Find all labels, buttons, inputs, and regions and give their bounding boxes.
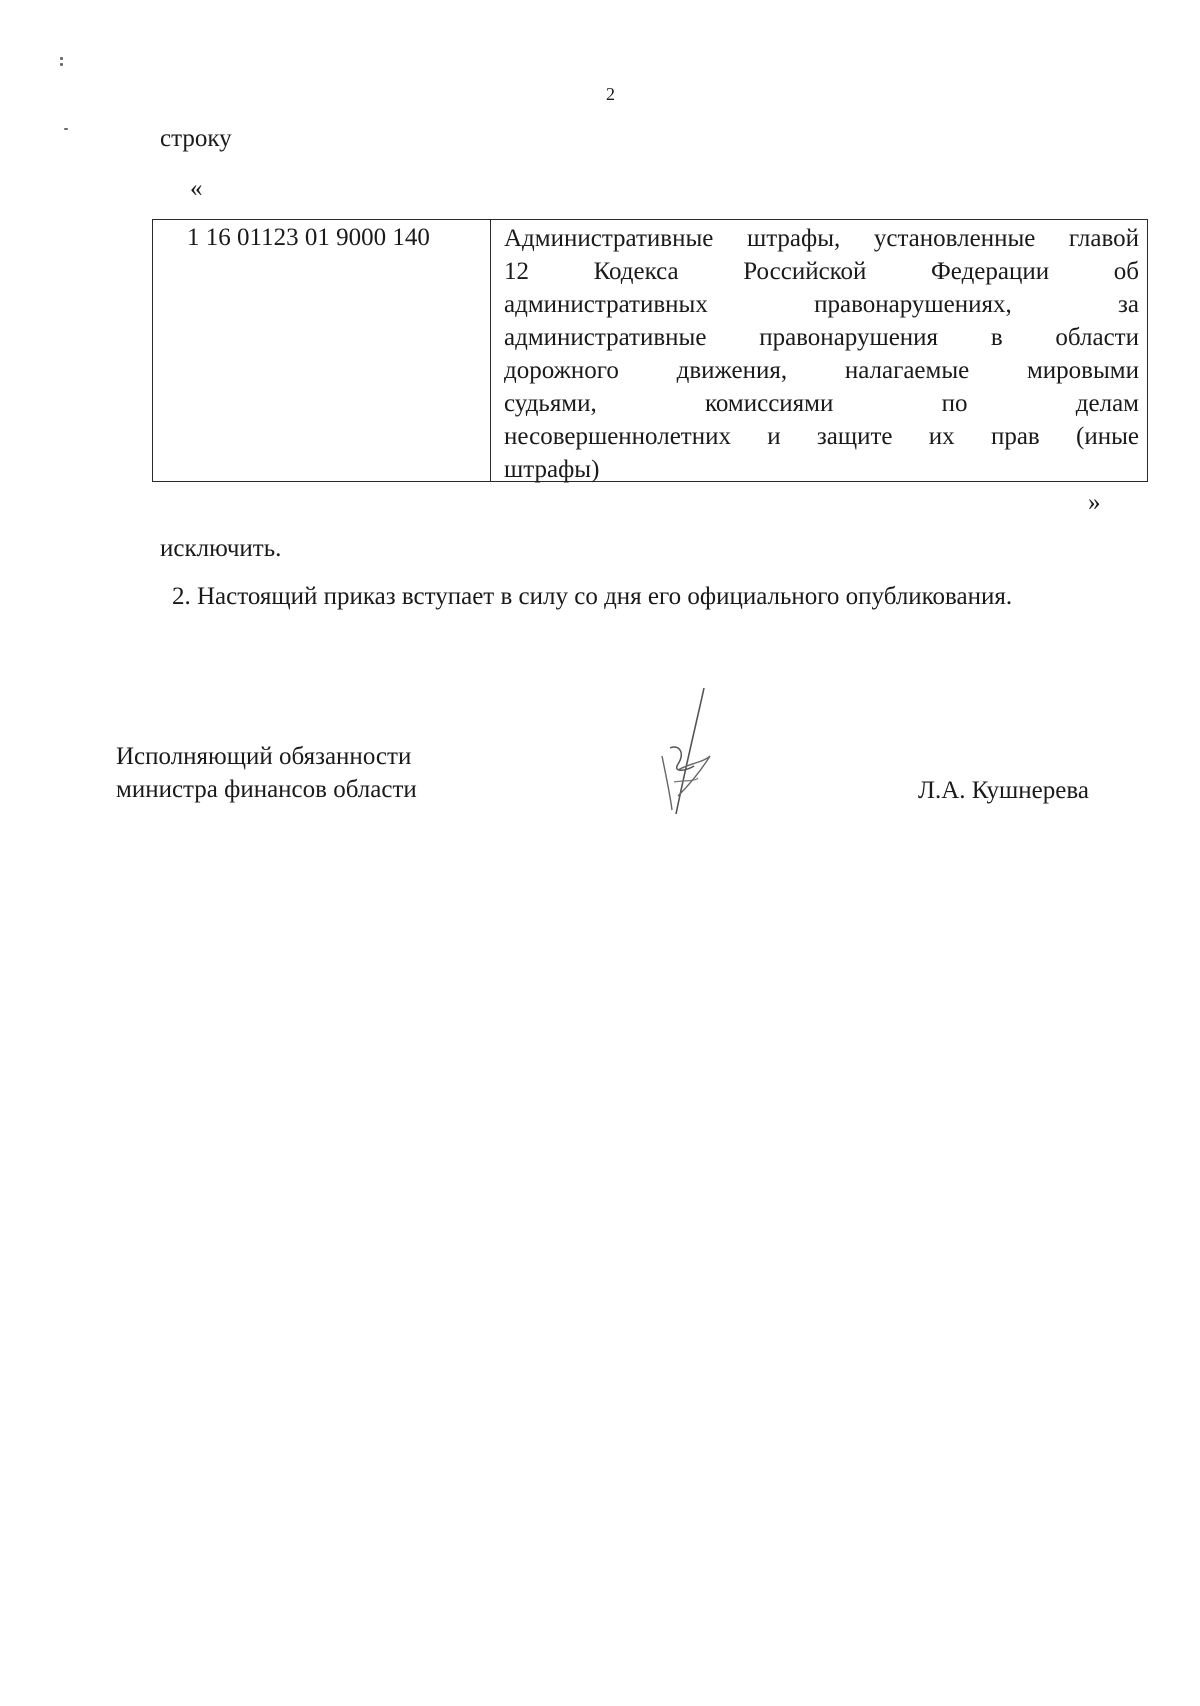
description-word: об — [1113, 258, 1139, 285]
description-word: установленные — [873, 225, 1036, 252]
description-word: судьями, — [504, 390, 597, 417]
signatory-name: Л.А. Кушнерева — [918, 777, 1089, 804]
budget-code-table — [152, 219, 1148, 482]
scan-artifact — [60, 57, 63, 60]
budget-code-cell: 1 16 01123 01 9000 140 — [153, 220, 491, 481]
description-word: прав — [990, 423, 1040, 450]
description-word: комиссиями — [705, 390, 834, 417]
description-word: Российской — [743, 258, 867, 285]
page-number: 2 — [606, 84, 615, 104]
action-word: исключить. — [160, 535, 282, 562]
description-word: штрафы, — [746, 225, 841, 252]
description-word: движения, — [676, 357, 788, 384]
signatory-position-line: министра финансов области — [116, 776, 417, 803]
description-word: делам — [1075, 390, 1139, 417]
description-line — [504, 222, 1139, 255]
handwritten-signature — [648, 686, 738, 816]
scan-artifact — [64, 128, 68, 130]
description-word: административные — [504, 324, 707, 351]
description-word: штрафы) — [504, 456, 600, 483]
description-cell — [491, 220, 1147, 481]
description-word: несовершеннолетних — [504, 423, 731, 450]
scan-artifact — [60, 63, 63, 66]
description-line — [504, 321, 1139, 354]
description-word: правонарушениях, — [814, 291, 1012, 318]
description-word: дорожного — [504, 357, 619, 384]
description-word: Федерации — [931, 258, 1050, 285]
description-word: в — [990, 324, 1003, 351]
description-line — [504, 288, 1139, 321]
description-word: области — [1055, 324, 1139, 351]
description-line — [504, 420, 1139, 453]
description-word: главой — [1068, 225, 1139, 252]
description-word: мировыми — [1026, 357, 1139, 384]
description-word: 12 — [504, 258, 529, 285]
opening-quote: « — [190, 175, 203, 202]
signatory-position — [116, 740, 417, 806]
description-word: Административные — [504, 225, 714, 252]
signatory-position-line: Исполняющий обязанности — [116, 743, 412, 770]
description-word: за — [1118, 291, 1139, 318]
description-word: их — [928, 423, 955, 450]
closing-quote: » — [1088, 489, 1101, 516]
clause-2: 2. Настоящий приказ вступает в силу со дня его официального опубликования. — [172, 583, 1013, 610]
description-line — [504, 255, 1139, 288]
description-word: (иные — [1076, 423, 1139, 450]
description-word: правонарушения — [759, 324, 939, 351]
description-word: Кодекса — [593, 258, 679, 285]
intro-word: строку — [160, 125, 232, 152]
description-word: административных — [504, 291, 708, 318]
description-line — [504, 354, 1139, 387]
description-word: и — [767, 423, 781, 450]
description-word: защите — [816, 423, 893, 450]
description-line — [504, 453, 1139, 486]
description-line — [504, 387, 1139, 420]
description-word: по — [941, 390, 968, 417]
description-word: налагаемые — [844, 357, 970, 384]
